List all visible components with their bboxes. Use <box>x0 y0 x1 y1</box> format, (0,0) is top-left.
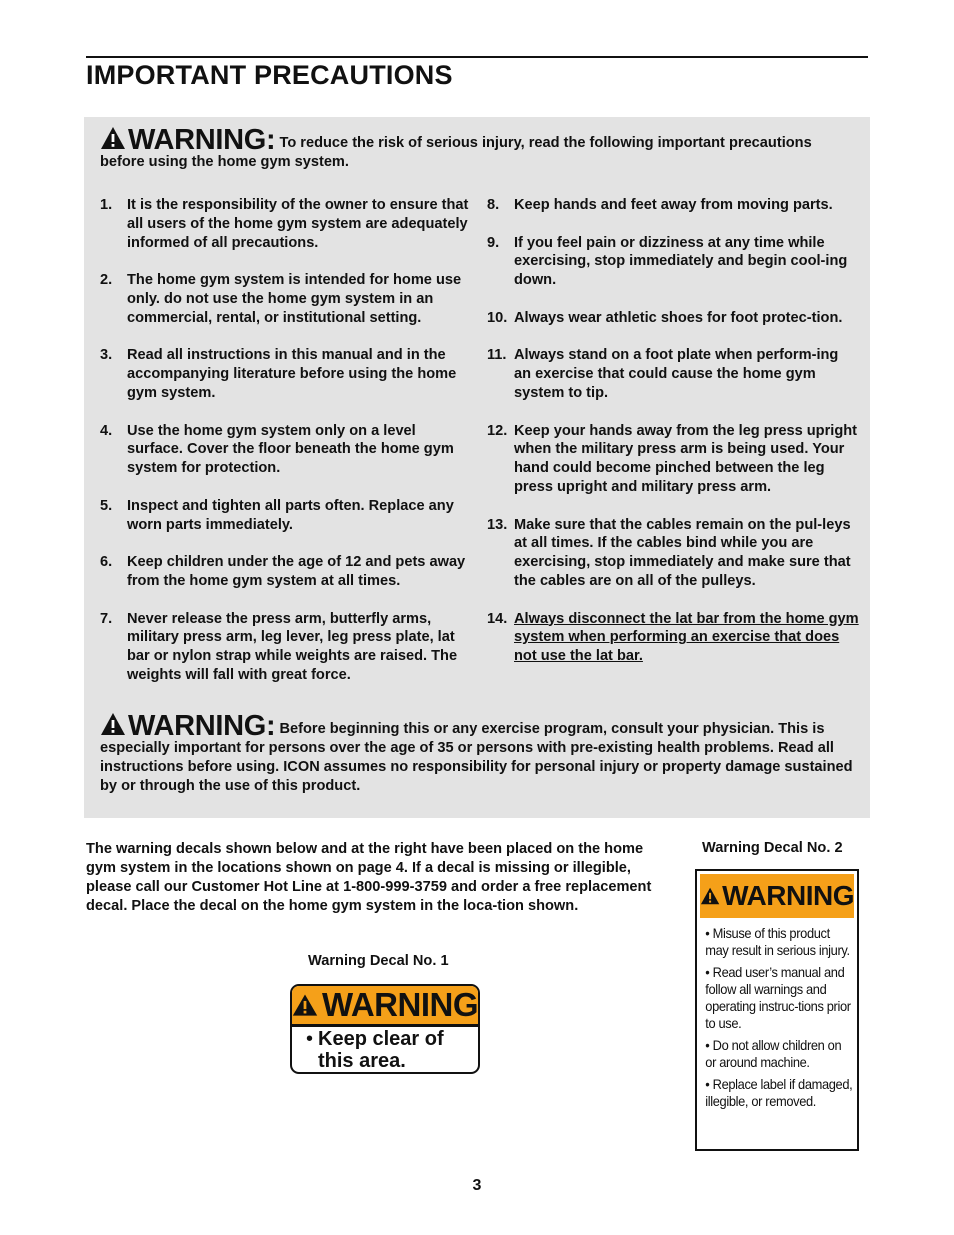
item-text: Always stand on a foot plate when perform-ing an exercise that could cause the home gym system to tip. <box>514 347 839 401</box>
item-number: 7. <box>100 610 113 627</box>
warning-triangle-icon <box>700 886 720 906</box>
decal2-item: • Do not allow children on or around machine. <box>705 1037 842 1070</box>
precautions-right-column <box>487 196 859 685</box>
item-text: Read all instructions in this manual and in the accompanying literature before using the home gym system. <box>127 347 457 401</box>
precaution-item <box>487 516 859 591</box>
warning-decal-1 <box>290 984 480 1074</box>
decal1-line-2: this area. <box>318 1050 406 1072</box>
precaution-item <box>487 422 859 497</box>
precautions-left-column <box>100 196 472 704</box>
precaution-item <box>487 346 859 402</box>
warning-bottom <box>100 712 860 796</box>
warning-word: WARNING: <box>128 124 276 156</box>
item-number: 9. <box>487 234 500 251</box>
item-number: 12. <box>487 422 508 439</box>
precaution-item <box>100 422 472 478</box>
precaution-item <box>487 234 859 290</box>
warning-bottom-text: Before beginning this or any exercise program, consult your physician. This is especially important for persons over the age of 35 or persons with pre-existing health problems. Read all instructions before using. ICON assumes no responsibility for personal injury or property damage sustained by or through the use of this product. <box>100 721 853 794</box>
item-text: If you feel pain or dizziness at any time while exercising, stop immediately and begin cool-ing down. <box>514 234 848 289</box>
item-text: Use the home gym system only on a level surface. Cover the floor beneath the home gym system for protection. <box>127 422 454 477</box>
item-text: Keep your hands away from the leg press upright when the military press arm is being used. Your hand could become pinched between the leg press upright and military press arm. <box>514 422 858 495</box>
decal2-item: • Misuse of this product may result in serious injury. <box>705 925 850 958</box>
decal1-line-1: Keep clear of <box>318 1028 444 1050</box>
item-text: Keep children under the age of 12 and pets away from the home gym system at all times. <box>127 554 466 589</box>
precaution-item <box>100 610 472 685</box>
decal2-warning-word: WARNING <box>722 880 854 911</box>
precaution-item <box>100 271 472 327</box>
precaution-item <box>487 196 859 215</box>
item-number: 8. <box>487 197 500 213</box>
precaution-item <box>487 610 859 666</box>
page-title: IMPORTANT PRECAUTIONS <box>86 60 453 90</box>
item-number: 2. <box>100 272 113 289</box>
item-number: 6. <box>100 554 113 571</box>
item-number: 11. <box>487 347 507 364</box>
item-number: 13. <box>487 516 508 533</box>
warning-word: WARNING: <box>128 710 276 742</box>
decal2-item: • Read user’s manual and follow all warnings and operating instruc-tions prior to use. <box>705 964 851 1031</box>
warning-triangle-icon <box>100 126 126 150</box>
decal1-warning-word: WARNING <box>322 986 478 1023</box>
precaution-item <box>487 309 859 328</box>
precaution-item <box>100 497 472 535</box>
decal2-header <box>700 874 854 918</box>
warning-top <box>100 126 860 172</box>
item-number: 10. <box>487 309 508 326</box>
decals-paragraph: The warning decals shown below and at the right have been placed on the home gym system in the locations shown on page 4. If a decal is missing or illegible, please call our Customer Hot Line at 1-800-999-3759 and order a free replacement decal. Place the decal on the home gym system in the loca-tion shown. <box>86 841 652 914</box>
precaution-item <box>100 553 472 591</box>
bullet: • <box>306 1028 314 1050</box>
item-text: Inspect and tighten all parts often. Replace any worn parts immediately. <box>127 497 454 533</box>
warning-triangle-icon <box>100 712 126 736</box>
item-number: 1. <box>100 197 113 213</box>
item-text: Keep hands and feet away from moving parts. <box>514 197 833 213</box>
item-text: Always wear athletic shoes for foot protec-tion. <box>514 309 843 326</box>
item-text: Never release the press arm, butterfly arms, military press arm, leg lever, leg press plate, lat bar or nylon strap while weights are raised. The weights will fall with great force. <box>127 610 458 683</box>
item-text: The home gym system is intended for home use only. do not use the home gym system in an commercial, rental, or institutional setting. <box>127 272 462 326</box>
page-number: 3 <box>472 1177 482 1194</box>
item-number: 14. <box>487 610 508 627</box>
decal2-caption: Warning Decal No. 2 <box>702 840 843 856</box>
decal2-item: • Replace label if damaged, illegible, or removed. <box>705 1076 853 1109</box>
item-number: 5. <box>100 497 113 514</box>
precaution-item <box>100 196 472 252</box>
decal1-body <box>292 1027 478 1072</box>
item-text: It is the responsibility of the owner to ensure that all users of the home gym system are adequately informed of all precautions. <box>127 197 469 251</box>
item-text-underlined: Always disconnect the lat bar from the home gym system when performing an exercise that does not use the lat bar. <box>514 610 859 665</box>
decal2-list <box>697 921 858 1110</box>
item-number: 3. <box>100 347 113 364</box>
decal1-caption: Warning Decal No. 1 <box>308 953 449 969</box>
warning-top-text: To reduce the risk of serious injury, read the following important precautions before using the home gym system. <box>100 135 812 170</box>
item-number: 4. <box>100 422 113 439</box>
decal1-header <box>292 986 478 1027</box>
item-text: Make sure that the cables remain on the pul-leys at all times. If the cables bind while you are exercising, stop immediately and make sure that the cables are on all of the pulleys. <box>514 516 851 589</box>
warning-triangle-icon <box>292 991 318 1019</box>
warning-decal-2 <box>695 869 859 1151</box>
header-rule <box>86 56 868 58</box>
precaution-item <box>100 346 472 402</box>
